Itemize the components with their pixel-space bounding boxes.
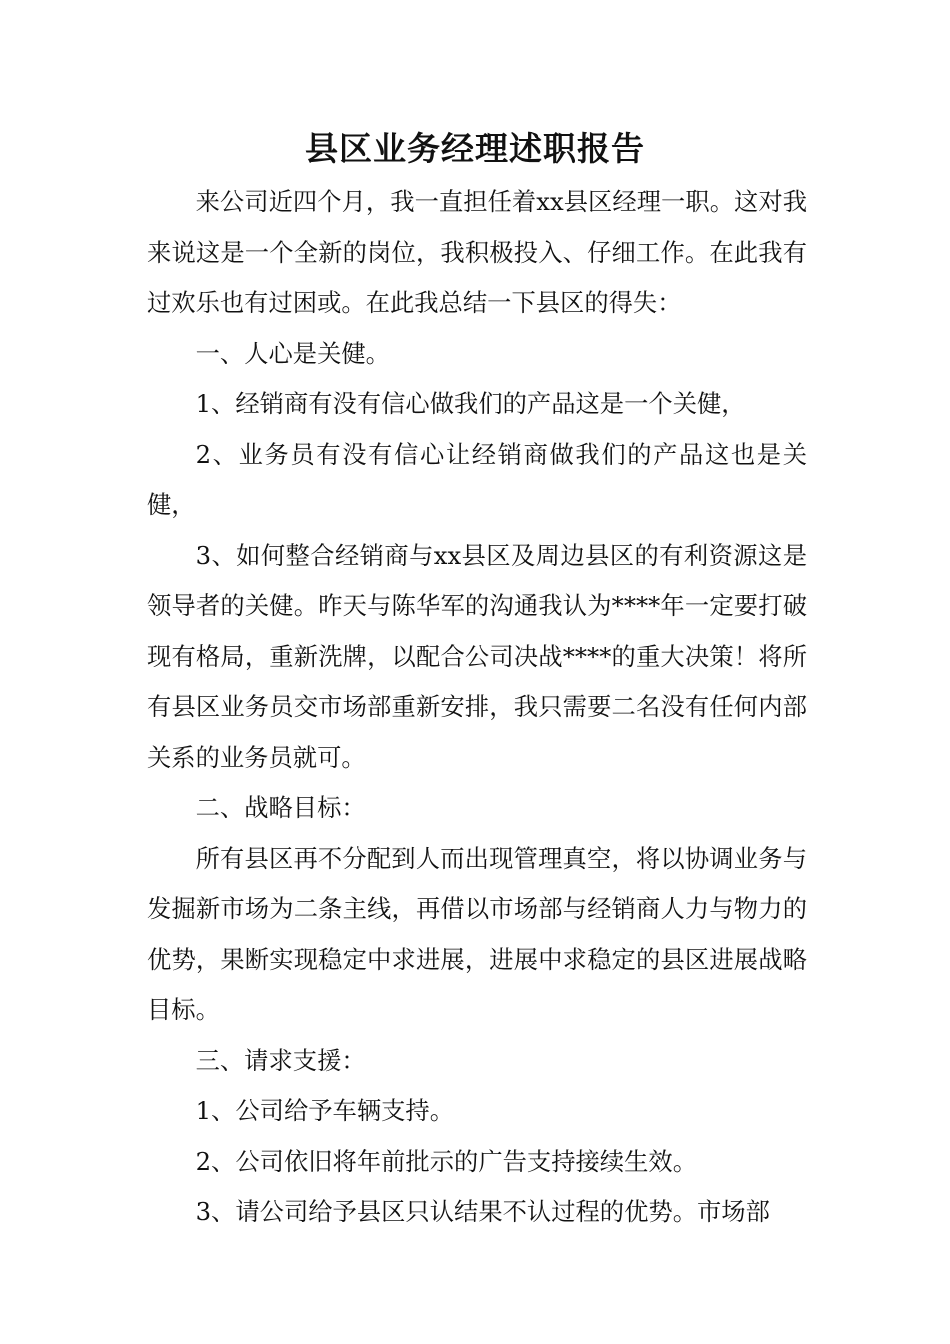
section-heading-3: 三、请求支援： — [195, 1045, 366, 1075]
section-heading-2: 二、战略目标： — [195, 793, 366, 822]
paragraph-intro: 来公司近四个月，我一直担任着xx县区经理一职。这对我来说这是一个全新的岗位，我积极投入、仔细工作。在此我有过欢乐也有过困或。在此我总结一下县区的得失： — [147, 187, 807, 317]
list-item: 2、公司依旧将年前批示的广告支持接续生效。 — [195, 1146, 697, 1176]
list-item: 3、如何整合经销商与xx县区及周边县区的有利资源这是领导者的关健。昨天与陈华军的沟通我认为****年一定要打破现有格局，重新洗牌，以配合公司决战****的重大决策！将所有县区业务员交市场部重新安排，我只需要二名没有任何内部关系的业务员就可。 — [147, 540, 807, 772]
list-item: 1、经销商有没有信心做我们的产品这是一个关健， — [195, 389, 746, 418]
paragraph-strategy: 所有县区再不分配到人而出现管理真空，将以协调业务与发掘新市场为二条主线，再借以市场部与经销商人力与物力的优势，果断实现稳定中求进展，进展中求稳定的县区进展战略目标。 — [147, 843, 807, 1024]
list-item: 2、业务员有没有信心让经销商做我们的产品这也是关健， — [147, 439, 807, 519]
list-item: 3、请公司给予县区只认结果不认过程的优势。市场部 — [195, 1197, 770, 1226]
document-title: 县区业务经理述职报告 — [305, 129, 645, 168]
document-body — [147, 177, 807, 1238]
list-item: 1、公司给予车辆支持。 — [195, 1096, 455, 1125]
section-heading-1: 一、人心是关健。 — [195, 338, 390, 368]
